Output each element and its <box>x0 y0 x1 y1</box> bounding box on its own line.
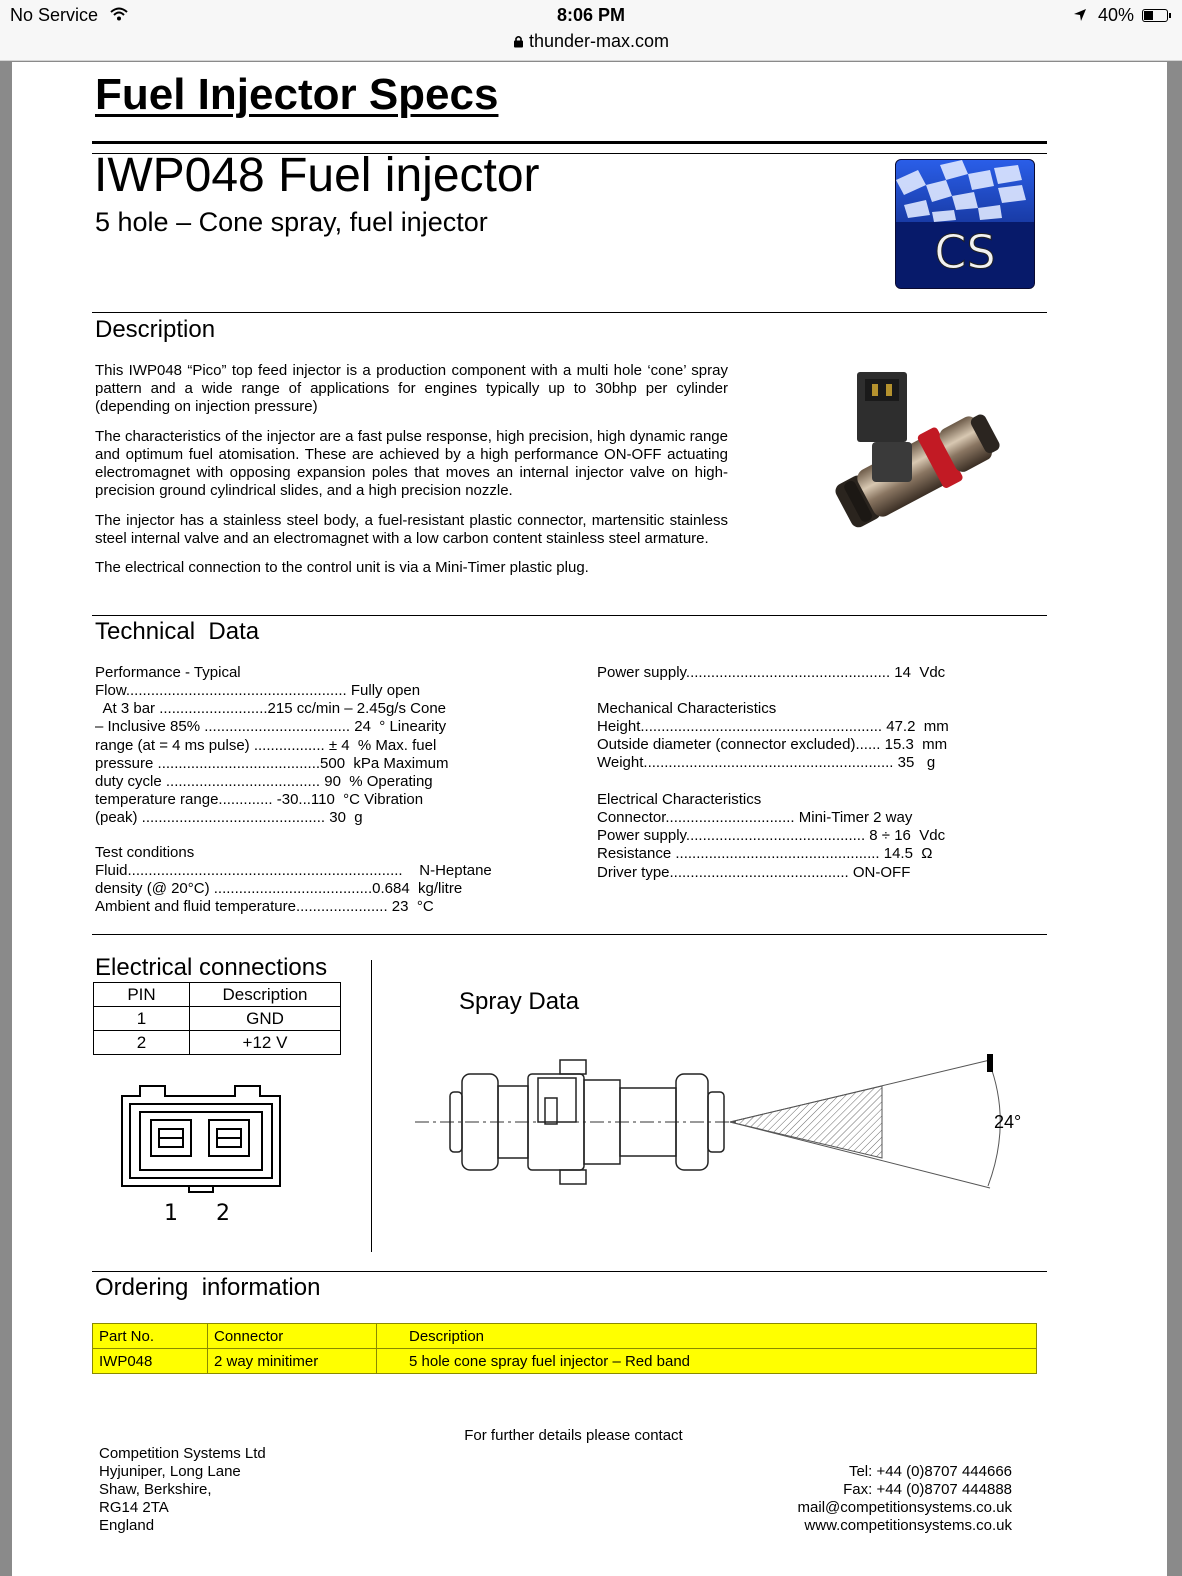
product-subtitle: 5 hole – Cone spray, fuel injector <box>95 207 488 237</box>
location-arrow-icon <box>1073 8 1087 22</box>
battery-percent: 40% <box>1097 5 1134 25</box>
power-supply-line: Power supply................................................. 14 Vdc <box>597 664 946 681</box>
injector-photo <box>802 357 1017 557</box>
spec-line: Power supply........................................... 8 ÷ 16 Vdc <box>597 827 946 845</box>
spray-data-heading: Spray Data <box>459 988 580 1015</box>
description-cell: +12 V <box>190 1031 341 1055</box>
spec-line: Flow..................................................... Fully open <box>95 682 421 699</box>
spray-angle-label: 24° <box>994 1112 1022 1132</box>
address-line: England <box>99 1517 155 1534</box>
divider <box>92 1271 1047 1272</box>
table-header: Part No. <box>93 1324 208 1349</box>
spec-line: (peak) ............................................ 30 g <box>95 809 363 827</box>
description-paragraph: This IWP048 “Pico” top feed injector is a production component with a multi hole ‘cone’ spray pattern and a wide range of applications for engines typically up to 30bhp per cylinder (depending on injection pressure) <box>95 362 728 415</box>
spec-line: temperature range............. -30...110 °C Vibration <box>95 791 424 809</box>
page-title: Fuel Injector Specs <box>95 70 499 119</box>
spec-line: Ambient and fluid temperature...................... 23 °C <box>95 898 434 916</box>
description-text <box>95 362 728 589</box>
table-row <box>93 1324 1037 1349</box>
url-text: thunder-max.com <box>528 31 670 51</box>
spec-line: Weight............................................................ 35 g <box>597 754 936 772</box>
lock-icon <box>513 35 524 48</box>
spec-line: At 3 bar ..........................215 cc/min – 2.45g/s Cone <box>95 700 446 718</box>
spec-line: density (@ 20°C) ......................................0.684 kg/litre <box>95 880 463 898</box>
address-line: RG14 2TA <box>99 1499 169 1516</box>
address-bar[interactable] <box>0 31 1182 52</box>
cs-logo-text: CS <box>934 225 996 279</box>
status-bar <box>0 0 1182 61</box>
divider <box>92 934 1047 935</box>
document-page <box>12 62 1167 1576</box>
pin-cell: 2 <box>94 1031 190 1055</box>
ordering-heading: Ordering information <box>95 1274 321 1301</box>
address-line: Shaw, Berkshire, <box>99 1481 212 1498</box>
connector-diagram <box>117 1082 287 1227</box>
mechanical-list <box>597 718 949 773</box>
mechanical-heading: Mechanical Characteristics <box>597 700 777 717</box>
table-row <box>94 1031 341 1055</box>
pin-number-label: 2 <box>216 1201 230 1226</box>
electrical-connections-heading: Electrical connections <box>95 954 328 981</box>
divider <box>92 615 1047 616</box>
address-line: Competition Systems Ltd <box>99 1445 266 1462</box>
technical-heading: Technical Data <box>95 618 260 645</box>
website-link[interactable]: www.competitionsystems.co.uk <box>804 1517 1012 1534</box>
ordering-table <box>92 1323 1037 1374</box>
battery-status <box>1073 5 1168 26</box>
connector-cell: 2 way minitimer <box>208 1349 377 1374</box>
spec-line: duty cycle ..................................... 90 % Operating <box>95 773 433 791</box>
spec-line: Height.......................................................... 47.2 mm <box>597 718 949 735</box>
divider <box>92 312 1047 313</box>
product-name: IWP048 Fuel injector <box>94 149 540 202</box>
vertical-divider <box>371 960 372 1252</box>
description-heading: Description <box>95 316 216 343</box>
spec-line: Outside diameter (connector excluded)...... 15.3 mm <box>597 736 948 754</box>
description-paragraph: The injector has a stainless steel body, a fuel-resistant plastic connector, martensitic stainless steel internal valve and an electromagnet with a low carbon content stainless steel armature. <box>95 512 728 547</box>
address-line: Hyjuniper, Long Lane <box>99 1463 241 1480</box>
carrier-text: No Service <box>10 5 99 25</box>
spec-line: Driver type........................................... ON-OFF <box>597 863 911 881</box>
description-cell: GND <box>190 1007 341 1031</box>
clock: 8:06 PM <box>556 5 626 25</box>
performance-heading: Performance - Typical <box>95 664 241 681</box>
spec-line: Fluid.................................................................. N-Heptane <box>95 862 492 879</box>
email-link[interactable]: mail@competitionsystems.co.uk <box>797 1499 1012 1516</box>
table-row <box>94 1007 341 1031</box>
spec-line: Resistance ................................................. 14.5 Ω <box>597 845 933 863</box>
pin-cell: 1 <box>94 1007 190 1031</box>
electrical-char-heading: Electrical Characteristics <box>597 791 762 808</box>
spec-line: Connector............................... Mini-Timer 2 way <box>597 809 913 826</box>
spec-line: range (at = 4 ms pulse) ................. ± 4 % Max. fuel <box>95 736 437 754</box>
electrical-char-list <box>597 809 945 882</box>
description-cell: 5 hole cone spray fuel injector – Red band <box>377 1349 1037 1374</box>
performance-list <box>95 682 448 828</box>
description-paragraph: The electrical connection to the control unit is via a Mini-Timer plastic plug. <box>95 559 589 576</box>
fax-line: Fax: +44 (0)8707 444888 <box>843 1481 1012 1498</box>
description-paragraph: The characteristics of the injector are a fast pulse response, high precision, high dynamic range and optimum fuel atomisation. These are achieved by a high performance ON-OFF actuating electromagnet with opposing expansion poles that moves an internal injector valve on high-precision ground cylindrical slides, and a high precision nozzle. <box>95 428 728 499</box>
battery-icon <box>1142 9 1168 22</box>
spec-line: – Inclusive 85% ................................... 24 ° Linearity <box>95 718 447 736</box>
phone-line: Tel: +44 (0)8707 444666 <box>848 1463 1012 1480</box>
table-row <box>94 983 341 1007</box>
cs-logo <box>895 159 1035 289</box>
pin-table <box>93 982 341 1055</box>
test-conditions-heading: Test conditions <box>95 844 195 861</box>
pin-number-label: 1 <box>164 1201 178 1226</box>
contact-address <box>99 1445 266 1535</box>
spray-diagram <box>410 1050 1030 1198</box>
table-row <box>93 1349 1037 1374</box>
table-header: Description <box>377 1324 1037 1349</box>
table-header: Connector <box>208 1324 377 1349</box>
description-header: Description <box>190 983 341 1007</box>
test-conditions-list <box>95 862 492 917</box>
pin-header: PIN <box>94 983 190 1007</box>
contact-details <box>798 1463 1012 1535</box>
part-number-cell: IWP048 <box>93 1349 208 1374</box>
spec-line: pressure .......................................500 kPa Maximum <box>95 754 449 772</box>
contact-intro: For further details please contact <box>464 1427 683 1444</box>
